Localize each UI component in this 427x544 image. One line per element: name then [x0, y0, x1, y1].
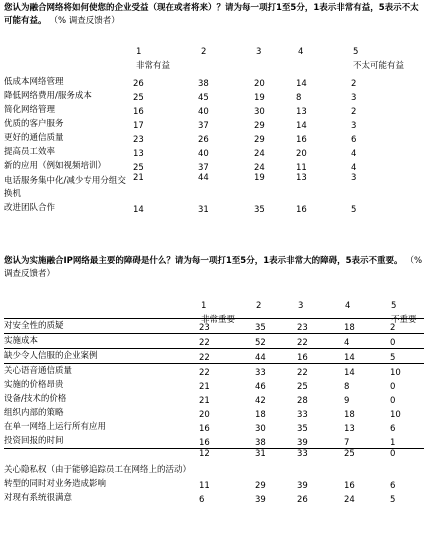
cell: 18 — [344, 319, 390, 334]
scale-low-label: 非常重要 — [201, 315, 236, 325]
cell: 23 — [297, 319, 344, 334]
cell: 24 — [254, 163, 265, 173]
cell: 3 — [351, 173, 357, 183]
cell: 13 — [344, 424, 355, 434]
cell: 35 — [297, 424, 308, 434]
question-1 — [4, 2, 424, 28]
cell: 8 — [344, 382, 350, 392]
table-row — [4, 117, 424, 131]
row-label: 在单一网络上运行所有应用 — [4, 422, 107, 432]
row-label: 低成本网络管理 — [4, 77, 64, 87]
cell: 11 — [296, 163, 307, 173]
cell: 31 — [198, 205, 209, 215]
cell: 29 — [255, 481, 266, 491]
table-row — [4, 145, 424, 159]
cell: 22 — [199, 334, 255, 349]
cell: 3 — [351, 93, 357, 103]
cell: 29 — [254, 135, 265, 145]
cell: 22 — [199, 349, 255, 364]
cell: 20 — [199, 410, 210, 420]
cell: 26 — [198, 135, 209, 145]
cell: 2 — [351, 107, 357, 117]
scale-3: 3 — [256, 47, 262, 57]
cell: 10 — [390, 410, 401, 420]
row-label: 关心语音通信质量 — [4, 364, 199, 379]
question-2-table — [4, 318, 424, 505]
cell: 30 — [255, 424, 266, 434]
table-row — [4, 420, 424, 434]
question-2-note: （% 调查反馈者） — [4, 256, 423, 279]
cell: 14 — [344, 364, 390, 379]
row-label: 简化网络管理 — [4, 105, 56, 115]
table-row — [4, 378, 424, 392]
cell: 13 — [296, 173, 307, 183]
table-row — [4, 477, 424, 491]
cell: 25 — [133, 93, 144, 103]
scale-1: 1 — [201, 301, 207, 311]
table-row — [4, 89, 424, 103]
cell: 20 — [296, 149, 307, 159]
cell: 16 — [296, 205, 307, 215]
row-label: 电话服务集中化/减少专用分组交换机 — [4, 176, 126, 199]
cell: 4 — [351, 163, 357, 173]
cell: 0 — [390, 449, 424, 478]
table-row — [4, 173, 424, 201]
cell: 30 — [254, 107, 265, 117]
cell: 11 — [199, 481, 210, 491]
cell: 16 — [344, 481, 355, 491]
question-2-text: 您认为实施融合IP网络最主要的障碍是什么？请为每一项打1至5分，1表示非常大的障碍，5表示不重要。 — [4, 256, 403, 266]
cell: 17 — [133, 121, 144, 131]
cell: 33 — [255, 364, 297, 379]
cell: 26 — [133, 79, 144, 89]
cell: 22 — [297, 364, 344, 379]
cell: 18 — [344, 410, 355, 420]
cell: 37 — [198, 163, 209, 173]
cell: 16 — [199, 424, 210, 434]
cell: 0 — [390, 334, 424, 349]
cell: 16 — [296, 135, 307, 145]
row-label: 缺少令人信服的企业案例 — [4, 349, 199, 364]
cell: 22 — [297, 334, 344, 349]
row-label: 优质的客户服务 — [4, 119, 64, 129]
cell: 45 — [198, 93, 209, 103]
scale-high-label: 不重要 — [391, 315, 417, 325]
cell: 13 — [296, 107, 307, 117]
table-row — [4, 334, 424, 349]
cell: 19 — [254, 173, 265, 183]
scale-2: 2 — [201, 47, 207, 57]
cell: 39 — [297, 438, 308, 448]
cell: 13 — [133, 149, 144, 159]
cell: 29 — [254, 121, 265, 131]
cell: 6 — [390, 481, 396, 491]
cell: 6 — [390, 424, 396, 434]
cell: 33 — [297, 410, 308, 420]
cell: 20 — [254, 79, 265, 89]
scale-3: 3 — [298, 301, 304, 311]
cell: 44 — [198, 173, 209, 183]
table-row — [4, 103, 424, 117]
cell: 0 — [390, 382, 396, 392]
scale-5: 5 — [391, 301, 397, 311]
cell: 14 — [296, 121, 307, 131]
row-label: 实施的价格昂贵 — [4, 380, 64, 390]
cell: 4 — [351, 149, 357, 159]
cell: 14 — [296, 79, 307, 89]
table-row — [4, 75, 424, 89]
cell: 14 — [133, 205, 144, 215]
cell: 14 — [344, 349, 390, 364]
table-row — [4, 349, 424, 364]
cell: 18 — [255, 410, 266, 420]
cell: 5 — [351, 205, 357, 215]
row-label: 组织内部的策略 — [4, 408, 64, 418]
cell: 2 — [351, 79, 357, 89]
row-label: 改进团队合作 — [4, 203, 56, 213]
cell: 6 — [199, 495, 205, 505]
cell: 8 — [296, 93, 302, 103]
cell: 2 — [390, 319, 424, 334]
cell: 23 — [199, 319, 255, 334]
table-row — [4, 491, 424, 505]
cell: 46 — [255, 382, 266, 392]
cell: 21 — [199, 382, 210, 392]
cell: 24 — [344, 495, 355, 505]
cell: 26 — [297, 495, 308, 505]
cell: 9 — [344, 396, 350, 406]
cell: 7 — [344, 438, 350, 448]
cell: 35 — [254, 205, 265, 215]
cell: 39 — [255, 495, 266, 505]
scale-4: 4 — [345, 301, 351, 311]
row-label: 降低网络费用/服务成本 — [4, 91, 92, 101]
cell: 16 — [199, 438, 210, 448]
row-label: 更好的通信质量 — [4, 133, 64, 143]
cell: 5 — [390, 495, 396, 505]
cell: 5 — [390, 349, 424, 364]
question-1-table — [4, 75, 424, 215]
cell: 21 — [199, 396, 210, 406]
cell: 0 — [390, 396, 396, 406]
row-label: 对现有系统很满意 — [4, 493, 73, 503]
cell: 6 — [351, 135, 357, 145]
table-row — [4, 159, 424, 173]
table-row — [4, 131, 424, 145]
cell: 24 — [254, 149, 265, 159]
cell: 38 — [198, 79, 209, 89]
cell: 25 — [297, 382, 308, 392]
question-2 — [4, 255, 424, 281]
table-row — [4, 364, 424, 379]
cell: 40 — [198, 107, 209, 117]
scale-high-label: 不太可能有益 — [353, 61, 405, 71]
cell: 33 — [297, 449, 344, 478]
scale-low-label: 非常有益 — [136, 61, 171, 71]
table-row — [4, 201, 424, 215]
cell: 40 — [198, 149, 209, 159]
cell: 25 — [133, 163, 144, 173]
cell: 38 — [255, 438, 266, 448]
scale-4: 4 — [298, 47, 304, 57]
cell: 4 — [344, 334, 390, 349]
scale-5: 5 — [353, 47, 359, 57]
cell: 16 — [133, 107, 144, 117]
cell: 1 — [390, 438, 396, 448]
row-label: 关心隐私权（由于能够追踪员工在网络上的活动） — [4, 449, 199, 478]
cell: 37 — [198, 121, 209, 131]
cell: 28 — [297, 396, 308, 406]
cell: 52 — [255, 334, 297, 349]
row-label: 对安全性的质疑 — [4, 319, 199, 334]
cell: 10 — [390, 364, 424, 379]
row-label: 设备/技术的价格 — [4, 394, 67, 404]
row-label: 提高员工效率 — [4, 147, 56, 157]
row-label: 新的应用（例如视频培训） — [4, 161, 107, 171]
row-label: 投资回报的时间 — [4, 436, 64, 446]
scale-2: 2 — [256, 301, 262, 311]
row-label: 实施成本 — [4, 334, 199, 349]
cell: 44 — [255, 349, 297, 364]
cell: 42 — [255, 396, 266, 406]
question-1-note: （% 调查反馈者） — [49, 16, 120, 26]
cell: 3 — [351, 121, 357, 131]
cell: 12 — [199, 449, 255, 478]
table-row — [4, 434, 424, 449]
table-row — [4, 392, 424, 406]
cell: 19 — [254, 93, 265, 103]
row-label: 转型的同时对业务造成影响 — [4, 479, 107, 489]
cell: 25 — [344, 449, 390, 478]
table-row — [4, 449, 424, 478]
cell: 16 — [297, 349, 344, 364]
cell: 23 — [133, 135, 144, 145]
cell: 35 — [255, 319, 297, 334]
table-row — [4, 406, 424, 420]
scale-1: 1 — [136, 47, 142, 57]
cell: 31 — [255, 449, 297, 478]
question-1-text: 您认为融合网络将如何使您的企业受益（现在或者将来）？请为每一项打1至5分，1表示非常有益，5表示不太可能有益。 — [4, 3, 419, 26]
cell: 39 — [297, 481, 308, 491]
table-row — [4, 319, 424, 334]
cell: 21 — [133, 173, 144, 183]
cell: 22 — [199, 364, 255, 379]
